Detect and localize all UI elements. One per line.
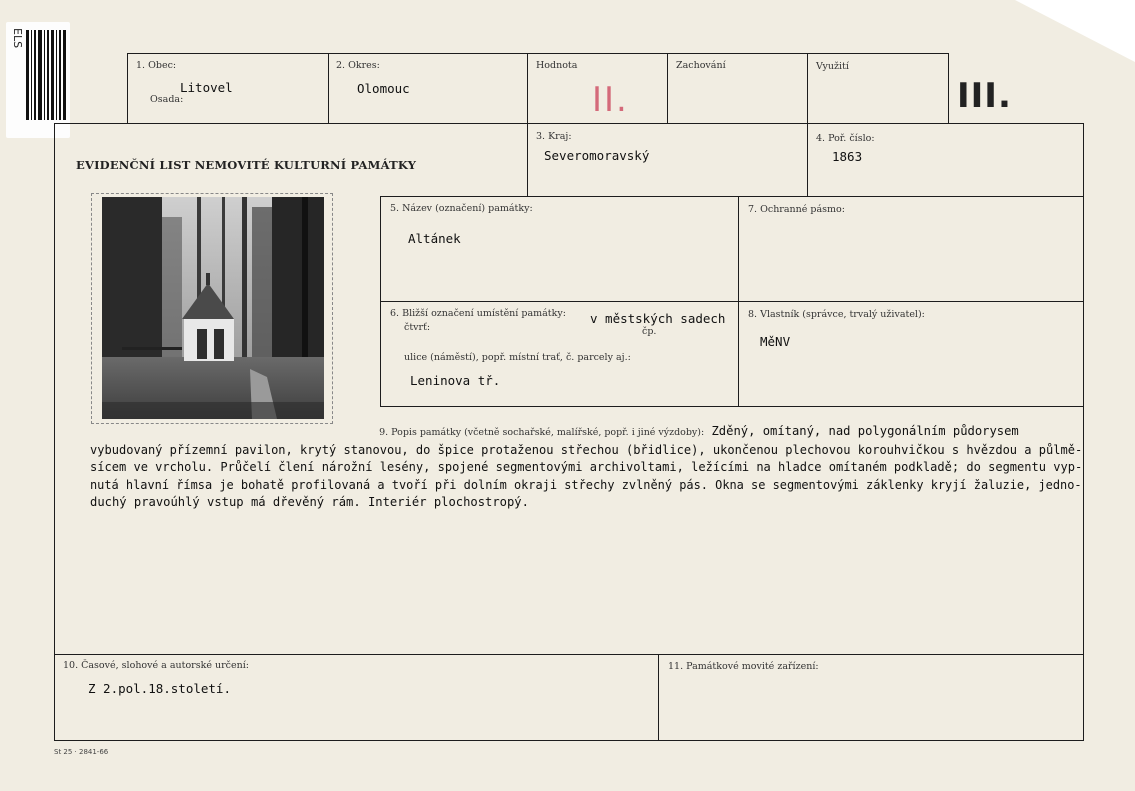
rule (658, 654, 659, 741)
osada-label: Osada: (150, 94, 184, 105)
por-cislo-value: 1863 (832, 149, 863, 164)
rule (380, 301, 1083, 302)
ochranne-pasmo-label: 7. Ochranné pásmo: (748, 204, 845, 215)
por-cislo-label: 4. Poř. číslo: (816, 133, 875, 144)
barcode-text: ELS (11, 28, 24, 49)
popis-line: duchý pravoúhlý vstup má dřevěný rám. Interiér plochostropý. (90, 495, 529, 509)
vyuziti-label: Využití (816, 61, 849, 72)
obec-value: Litovel (180, 80, 233, 95)
zachovani-label: Zachování (676, 60, 726, 71)
form-footer: St 25 · 2841-66 (54, 748, 109, 756)
pavilion-photo-image (102, 197, 324, 419)
rule (127, 53, 949, 54)
nazev-label: 5. Název (označení) památky: (390, 203, 533, 214)
okres-label: 2. Okres: (336, 60, 380, 71)
vlastnik-value: MěNV (760, 334, 791, 349)
umisteni-value: v městských sadech (590, 311, 726, 326)
rule (380, 406, 1083, 407)
rule (527, 53, 528, 196)
okres-value: Olomouc (357, 81, 410, 96)
datace-value: Z 2.pol.18.století. (88, 681, 231, 696)
rule (527, 196, 1083, 197)
cp-label: čp. (642, 326, 657, 337)
ulice-label: ulice (náměstí), popř. místní trať, č. parcely aj.: (404, 352, 631, 363)
rule (54, 654, 1084, 655)
popis-first: Zděný, omítaný, nad polygonálním půdorysem (711, 424, 1019, 438)
rule (54, 740, 1084, 741)
ctvrt-label: čtvrť: (404, 322, 431, 333)
kraj-value: Severomoravský (544, 148, 650, 163)
rule (667, 53, 668, 123)
popis-section (90, 423, 1085, 512)
rule (380, 196, 527, 197)
barcode-icon (26, 30, 66, 120)
rule (807, 53, 808, 196)
rule (54, 123, 55, 741)
pavilion-photo (102, 197, 324, 419)
kraj-label: 3. Kraj: (536, 131, 572, 142)
popis-label: 9. Popis památky (včetně sochařské, malířské, popř. i jiné výzdoby): (379, 427, 705, 438)
rule (54, 123, 1084, 124)
datace-label: 10. Časové, slohové a autorské určení: (63, 660, 249, 671)
nazev-value: Altánek (408, 231, 461, 246)
popis-line: vybudovaný přízemní pavilon, krytý stanovou, do špice protaženou střechou (břidlice), ukončenou plechovou korouhvičkou s hvězdou a půlmě- (90, 442, 1083, 457)
popis-line: sícem ve vrcholu. Průčelí člení nárožní lesény, spojené segmentovými archivoltami, ležícími na hladce omítaném podkladě; do segmentu vyp- (90, 460, 1083, 474)
rule (948, 53, 949, 123)
rule (328, 53, 329, 123)
hodnota-value: II. (592, 80, 629, 120)
obec-label: 1. Obec: (136, 60, 177, 71)
popis-first-line (90, 423, 1082, 442)
barcode-sticker (6, 22, 70, 138)
vyuziti-value: III. (957, 76, 1012, 116)
ulice-value: Leninova tř. (410, 373, 501, 388)
movite-label: 11. Památkové movité zařízení: (668, 661, 819, 672)
hodnota-label: Hodnota (536, 60, 578, 71)
rule (127, 53, 128, 123)
umisteni-label: 6. Bližší označení umístění památky: (390, 308, 566, 319)
form-title: EVIDENČNÍ LIST NEMOVITÉ KULTURNÍ PAMÁTKY (76, 158, 417, 172)
popis-line: nutá hlavní římsa je bohatě profilovaná a tvoří při dolním okraji střechy zvlněný pás. Okna se segmentovými záklenky kryjí žaluzie, jedno- (90, 477, 1082, 492)
vlastnik-label: 8. Vlastník (správce, trvalý uživatel): (748, 309, 925, 320)
